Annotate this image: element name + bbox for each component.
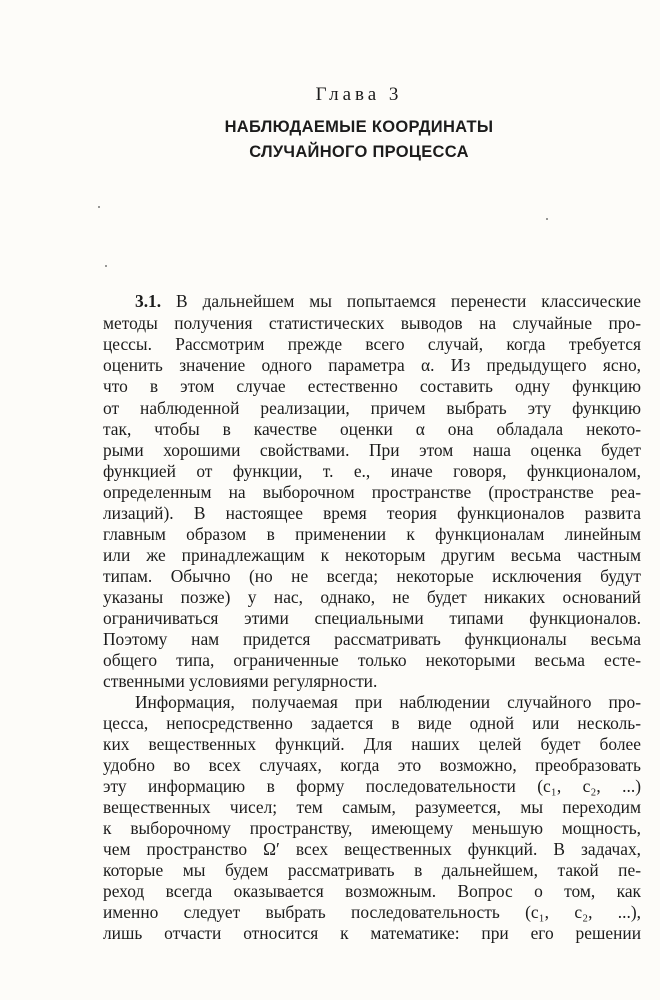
paragraph-first-line: Информация, получаемая при наблюдении случайного про- bbox=[135, 692, 641, 712]
text-line: именно следует выбрать последовательность (c₁, c₂, ...), bbox=[103, 902, 641, 922]
text-line: общего типа, ограниченные только некоторыми весьма есте- bbox=[103, 650, 641, 670]
text-line: Поэтому нам придется рассматривать функционалы весьма bbox=[103, 629, 641, 649]
section-first-line-text: В дальнейшем мы попытаемся перенести классические bbox=[176, 291, 641, 311]
text-line: функцией от функции, т. е., иначе говоря, функционалом, bbox=[103, 461, 641, 481]
text-line: вещественных чисел; тем самым, разумеется, мы переходим bbox=[103, 797, 641, 817]
text-line: определенным на выборочном пространстве (пространстве реа- bbox=[103, 482, 641, 502]
text-line: рыми хорошими свойствами. При этом наша оценка будет bbox=[103, 440, 641, 460]
text-line: от наблюденной реализации, причем выбрать эту функцию bbox=[103, 398, 641, 418]
text-line: лишь отчасти относится к математике: при его решении bbox=[103, 923, 641, 943]
text-line: реход всегда оказывается возможным. Вопрос о том, как bbox=[103, 881, 641, 901]
text-line: указаны позже) у нас, однако, не будет никаких оснований bbox=[103, 587, 641, 607]
text-line: что в этом случае естественно составить одну функцию bbox=[103, 376, 641, 396]
section-number: 3.1. bbox=[135, 291, 162, 311]
text-line: ких вещественных функций. Для наших целей будет более bbox=[103, 734, 641, 754]
text-line: типам. Обычно (но не всегда; некоторые исключения будут bbox=[103, 566, 641, 586]
text-line: методы получения статистических выводов на случайные про- bbox=[103, 313, 641, 333]
text-line: ственными условиями регулярности. bbox=[103, 671, 378, 691]
text-line: цессы. Рассмотрим прежде всего случай, когда требуется bbox=[103, 334, 641, 354]
scan-speck bbox=[98, 206, 100, 208]
text-line: главным образом в применении к функционалам линейным bbox=[103, 524, 641, 544]
text-line: цесса, непосредственно задается в виде одной или несколь- bbox=[103, 713, 641, 733]
chapter-title-line-2: СЛУЧАЙНОГО ПРОЦЕССА bbox=[249, 143, 469, 161]
text-line: так, чтобы в качестве оценки α она обладала некото- bbox=[103, 419, 641, 439]
chapter-label: Глава 3 bbox=[315, 84, 403, 105]
text-line: или же принадлежащим к некоторым другим весьма частным bbox=[103, 545, 641, 565]
text-line: эту информацию в форму последовательности (c₁, c₂, ...) bbox=[103, 776, 641, 796]
chapter-title-line-1: НАБЛЮДАЕМЫЕ КООРДИНАТЫ bbox=[224, 118, 494, 136]
scan-speck bbox=[105, 265, 107, 267]
scan-speck bbox=[546, 218, 548, 220]
text-line: к выборочному пространству, имеющему меньшую мощность, bbox=[103, 818, 641, 838]
text-line: оценить значение одного параметра α. Из предыдущего ясно, bbox=[103, 355, 641, 375]
text-line: чем пространство Ω′ всех вещественных функций. В задачах, bbox=[103, 839, 641, 859]
section-first-line bbox=[135, 291, 641, 311]
text-line: удобно во всех случаях, когда это возможно, преобразовать bbox=[103, 755, 641, 775]
text-line: которые мы будем рассматривать в дальнейшем, такой пе- bbox=[103, 860, 641, 880]
text-line: ограничиваться этими специальными типами функционалов. bbox=[103, 608, 641, 628]
text-line: лизаций). В настоящее время теория функционалов развита bbox=[103, 503, 641, 523]
